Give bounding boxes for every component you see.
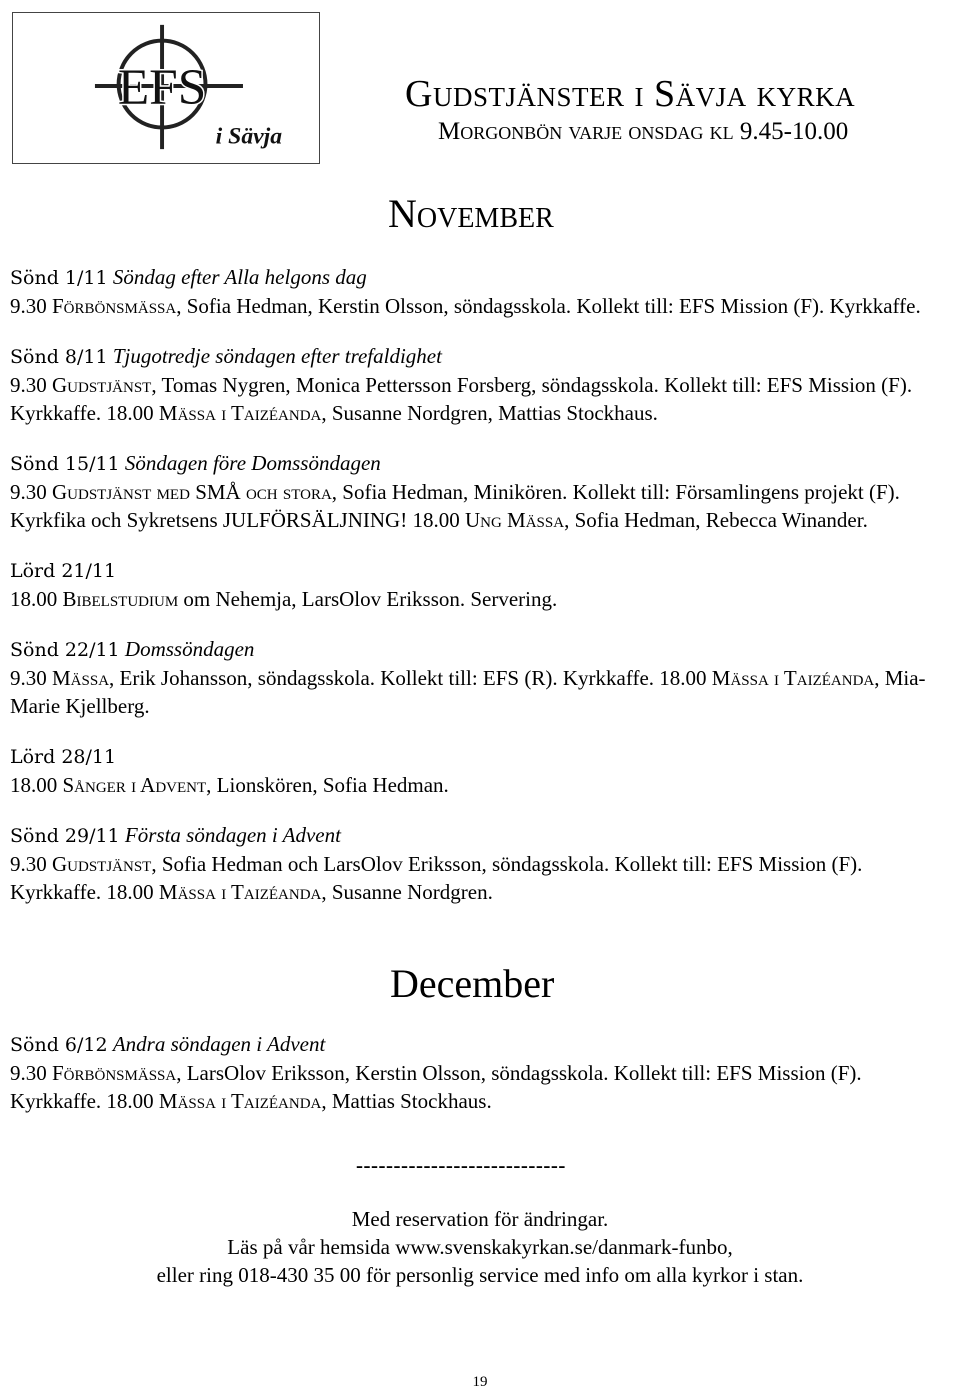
service-name: Gudstjänst bbox=[52, 852, 152, 876]
entry-date: Sönd 15/11 bbox=[10, 453, 120, 475]
service-name: Förbönsmässa bbox=[52, 294, 177, 318]
entry-text: , LarsOlov Eriksson, Kerstin Olsson, söndagsskola. Kollekt till: EFS Mission (F). Kyrkkaffe. 18.00 bbox=[10, 1061, 862, 1113]
entry-details bbox=[10, 478, 940, 534]
entry-date: Sönd 8/11 bbox=[10, 346, 108, 368]
entry-text: 18.00 bbox=[10, 587, 63, 611]
entry-occasion: Söndag efter Alla helgons dag bbox=[112, 265, 367, 289]
service-name: Gudstjänst med bbox=[52, 480, 190, 504]
entry-text: , Erik Johansson, söndagsskola. Kollekt till: EFS (R). Kyrkkaffe. 18.00 bbox=[109, 666, 712, 690]
entry-text: , Susanne Nordgren. bbox=[321, 880, 493, 904]
entry-text: om Nehemja, LarsOlov Eriksson. Servering. bbox=[178, 587, 558, 611]
entry-heading bbox=[10, 635, 940, 664]
entry-heading bbox=[10, 263, 940, 292]
entry-date: Lörd 28/11 bbox=[10, 746, 117, 768]
schedule-entry bbox=[10, 1030, 940, 1115]
entry-text: , Mia-Marie Kjellberg. bbox=[10, 666, 926, 718]
entry-text: , Susanne Nordgren, Mattias Stockhaus. bbox=[321, 401, 658, 425]
service-name: Förbönsmässa bbox=[52, 1061, 177, 1085]
service-name: Mässa i Taizéanda bbox=[711, 666, 875, 690]
entry-details bbox=[10, 585, 940, 613]
entry-heading bbox=[10, 449, 940, 478]
entry-details bbox=[10, 850, 940, 906]
entry-text: , Sofia Hedman, Rebecca Winander. bbox=[564, 508, 868, 532]
entry-details bbox=[10, 771, 940, 799]
footer-line-reservation: Med reservation för ändringar. bbox=[351, 1207, 609, 1231]
service-name: Mässa i Taizéanda bbox=[158, 401, 322, 425]
entry-text: , Tomas Nygren, Monica Pettersson Forsberg, söndagsskola. Kollekt till: EFS Mission (F). Kyrkkaffe. 18.00 bbox=[10, 373, 913, 425]
logo-subtitle-text: i Sävja bbox=[215, 123, 283, 150]
entry-date: Sönd 6/12 bbox=[10, 1034, 108, 1056]
schedule-entry bbox=[10, 742, 940, 799]
page-subtitle: Morgonbön varje onsdag kl 9.45-10.00 bbox=[438, 118, 849, 145]
entry-heading bbox=[10, 556, 940, 585]
entry-text: 9.30 bbox=[10, 480, 52, 504]
service-name: och stora bbox=[245, 480, 332, 504]
efs-cross-logo-icon bbox=[13, 13, 319, 163]
schedule-entry bbox=[10, 556, 940, 613]
entry-text: 9.30 bbox=[10, 294, 52, 318]
entry-occasion: Söndagen före Domssöndagen bbox=[124, 451, 381, 475]
entry-details bbox=[10, 292, 940, 320]
november-schedule bbox=[10, 263, 940, 928]
entry-text: , Sofia Hedman, Kerstin Olsson, söndagsskola. Kollekt till: EFS Mission (F). Kyrkkaffe. bbox=[176, 294, 921, 318]
schedule-entry bbox=[10, 449, 940, 534]
entry-text: 9.30 bbox=[10, 852, 52, 876]
entry-details bbox=[10, 1059, 940, 1115]
entry-date: Lörd 21/11 bbox=[10, 560, 117, 582]
entry-text: SMÅ bbox=[189, 480, 246, 504]
entry-occasion: Tjugotredje söndagen efter trefaldighet bbox=[112, 344, 442, 368]
entry-heading bbox=[10, 1030, 940, 1059]
entry-heading bbox=[10, 742, 940, 771]
entry-date: Sönd 29/11 bbox=[10, 825, 120, 847]
page-number: 19 bbox=[472, 1374, 488, 1390]
service-name: Bibelstudium bbox=[62, 587, 179, 611]
footer-notice bbox=[0, 1205, 960, 1289]
month-heading-december: December bbox=[390, 961, 555, 1006]
december-schedule bbox=[10, 1030, 940, 1137]
page-title: Gudstjänster i Sävja kyrka bbox=[405, 73, 856, 115]
section-divider: ---------------------------- bbox=[356, 1153, 566, 1177]
service-name: Mässa i Taizéanda bbox=[158, 1089, 322, 1113]
entry-heading bbox=[10, 342, 940, 371]
footer-line-phone: eller ring 018-430 35 00 för personlig service med info om alla kyrkor i stan. bbox=[156, 1263, 804, 1287]
entry-text: , Mattias Stockhaus. bbox=[321, 1089, 492, 1113]
schedule-entry bbox=[10, 635, 940, 720]
entry-occasion: Andra söndagen i Advent bbox=[112, 1032, 326, 1056]
footer-line-website: Läs på vår hemsida www.svenskakyrkan.se/danmark-funbo, bbox=[227, 1235, 733, 1259]
logo-brand-text: EFS bbox=[117, 58, 207, 116]
service-name: Mässa i Taizéanda bbox=[158, 880, 322, 904]
entry-details bbox=[10, 664, 940, 720]
entry-text: , Sofia Hedman, Minikören. Kollekt till: Församlingens projekt (F). Kyrkfika och Sykretsens JULFÖRSÄLJNING! 18.00 bbox=[10, 480, 900, 532]
entry-occasion: Domssöndagen bbox=[124, 637, 255, 661]
month-heading-november: November bbox=[388, 191, 554, 236]
service-name: Sånger i Advent bbox=[62, 773, 207, 797]
entry-occasion: Första söndagen i Advent bbox=[124, 823, 341, 847]
service-name: Gudstjänst bbox=[52, 373, 152, 397]
service-name: Ung Mässa bbox=[464, 508, 565, 532]
entry-text: 18.00 bbox=[10, 773, 63, 797]
efs-logo bbox=[12, 12, 320, 164]
schedule-entry bbox=[10, 821, 940, 906]
entry-heading bbox=[10, 821, 940, 850]
schedule-entry bbox=[10, 263, 940, 320]
entry-date: Sönd 1/11 bbox=[10, 267, 108, 289]
service-name: Mässa bbox=[52, 666, 110, 690]
entry-text: , Lionskören, Sofia Hedman. bbox=[206, 773, 449, 797]
entry-details bbox=[10, 371, 940, 427]
entry-text: 9.30 bbox=[10, 373, 52, 397]
entry-text: , Sofia Hedman och LarsOlov Eriksson, söndagsskola. Kollekt till: EFS Mission (F). Kyrkkaffe. 18.00 bbox=[10, 852, 863, 904]
entry-text: 9.30 bbox=[10, 1061, 52, 1085]
entry-text: 9.30 bbox=[10, 666, 52, 690]
entry-date: Sönd 22/11 bbox=[10, 639, 120, 661]
schedule-entry bbox=[10, 342, 940, 427]
